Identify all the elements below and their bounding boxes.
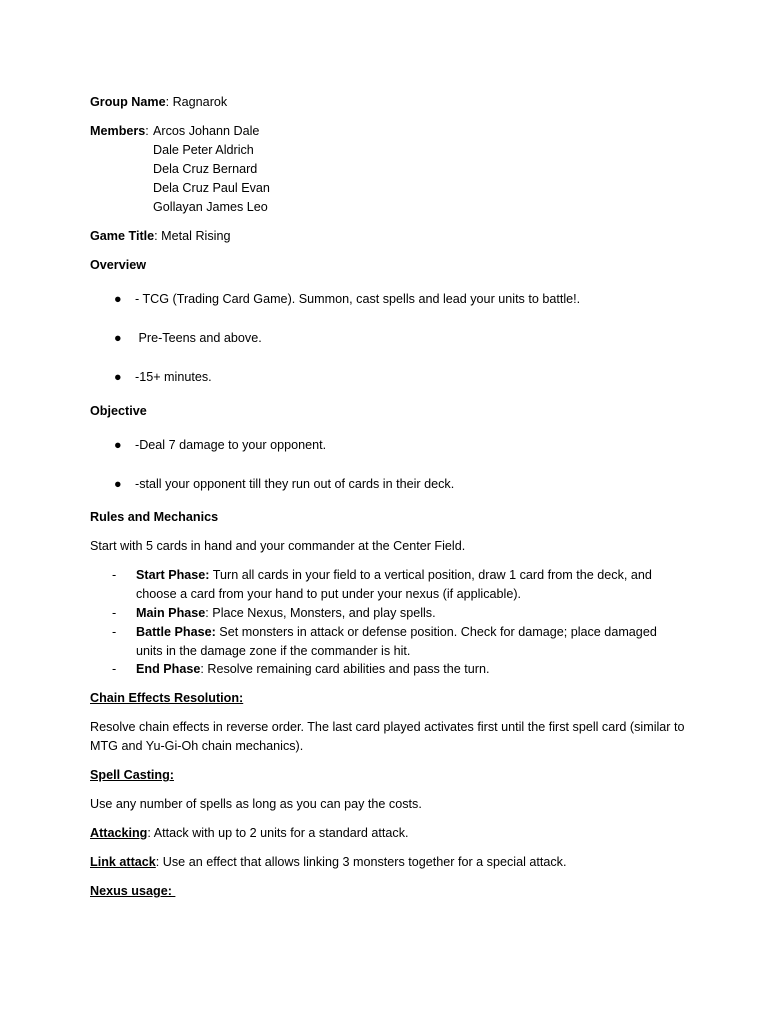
rules-intro: Start with 5 cards in hand and your commander at the Center Field. bbox=[90, 539, 466, 553]
member-name: Dela Cruz Bernard bbox=[153, 162, 258, 176]
phase-name: Start Phase: bbox=[136, 568, 210, 582]
phase-name: Main Phase bbox=[136, 606, 206, 620]
bullet-icon: ● bbox=[114, 331, 122, 345]
document-page: Group Name: Ragnarok Members: Arcos Johann Dale Dale Peter Aldrich Dela Cruz Bernard Dela Cruz Paul Evan Gollayan James Leo Game Title: Metal Rising Overview ● - TCG (Trading Card Game). Summon, cast spells and lead your units to battle!. ● Pre-Teens and above. ● -15+ minutes. Objective ● -Deal 7 damage to your opponent. ● -stall your opponent till they run out of cards in their deck. Rules and Mechanics Start with 5 cards in hand and your commander at the Center Field. - Start Phase: Turn all cards in your field to a vertical position, draw 1 card from the deck, and choose a card from your hand to put under your nexus (if applicable). - Main Phase: Place Nexus, Monsters, and play spells. - Battle Phase: Set monsters in attack or defense position. Check for damage; place damaged units in the damage zone if the commander is hit. - End Phase: Resolve remaining card abilities and pass the turn. Chain Effects Resolution: Resolve chain effects in reverse order. The last card played activates first until the first spell card (similar to MTG and Yu-Gi-Oh chain mechanics). Spell Casting: Use any number of spells as long as you can pay the costs. Attacking: Attack with up to 2 units for a standard attack. Link attack: Use an effect that allows linking 3 monsters together for a special attack. Nexus usage: bbox=[0, 0, 768, 1024]
game-title-label: Game Title bbox=[90, 229, 155, 243]
spell-heading: Spell Casting: bbox=[90, 768, 174, 782]
link-attack-line: Link attack: Use an effect that allows linking 3 monsters together for a special attack. bbox=[90, 855, 567, 869]
bullet-icon: ● bbox=[114, 292, 122, 306]
group-name-value: Ragnarok bbox=[172, 95, 228, 109]
attacking-line: Attacking: Attack with up to 2 units for a standard attack. bbox=[90, 826, 409, 840]
game-title-value: Metal Rising bbox=[161, 229, 231, 243]
phase-name: End Phase bbox=[136, 662, 201, 676]
members-line: Members: bbox=[90, 124, 149, 138]
link-attack-label: Link attack bbox=[90, 855, 156, 869]
game-title-line: Game Title: Metal Rising bbox=[90, 229, 231, 243]
member-name: Gollayan James Leo bbox=[153, 200, 268, 214]
chain-heading: Chain Effects Resolution: bbox=[90, 691, 244, 705]
bullet-icon: ● bbox=[114, 477, 122, 491]
rules-heading: Rules and Mechanics bbox=[90, 510, 219, 524]
bullet-icon: ● bbox=[114, 370, 122, 384]
objective-heading: Objective bbox=[90, 404, 147, 418]
member-name: Dela Cruz Paul Evan bbox=[153, 181, 270, 195]
spell-text: Use any number of spells as long as you can pay the costs. bbox=[90, 797, 422, 811]
group-name-line: Group Name: Ragnarok bbox=[90, 95, 228, 109]
attacking-label: Attacking bbox=[90, 826, 148, 840]
phase-name: Battle Phase: bbox=[136, 625, 216, 639]
nexus-heading: Nexus usage: bbox=[90, 884, 176, 898]
members-label: Members bbox=[90, 124, 146, 138]
chain-text: Resolve chain effects in reverse order. The last card played activates first until the first spell card (similar to MTG and Yu-Gi-Oh chain mechanics). bbox=[90, 720, 685, 753]
bullet-icon: ● bbox=[114, 438, 122, 452]
members-list bbox=[153, 122, 270, 217]
member-name: Arcos Johann Dale bbox=[153, 124, 260, 138]
overview-heading: Overview bbox=[90, 258, 147, 272]
member-name: Dale Peter Aldrich bbox=[153, 143, 254, 157]
group-name-label: Group Name bbox=[90, 95, 166, 109]
